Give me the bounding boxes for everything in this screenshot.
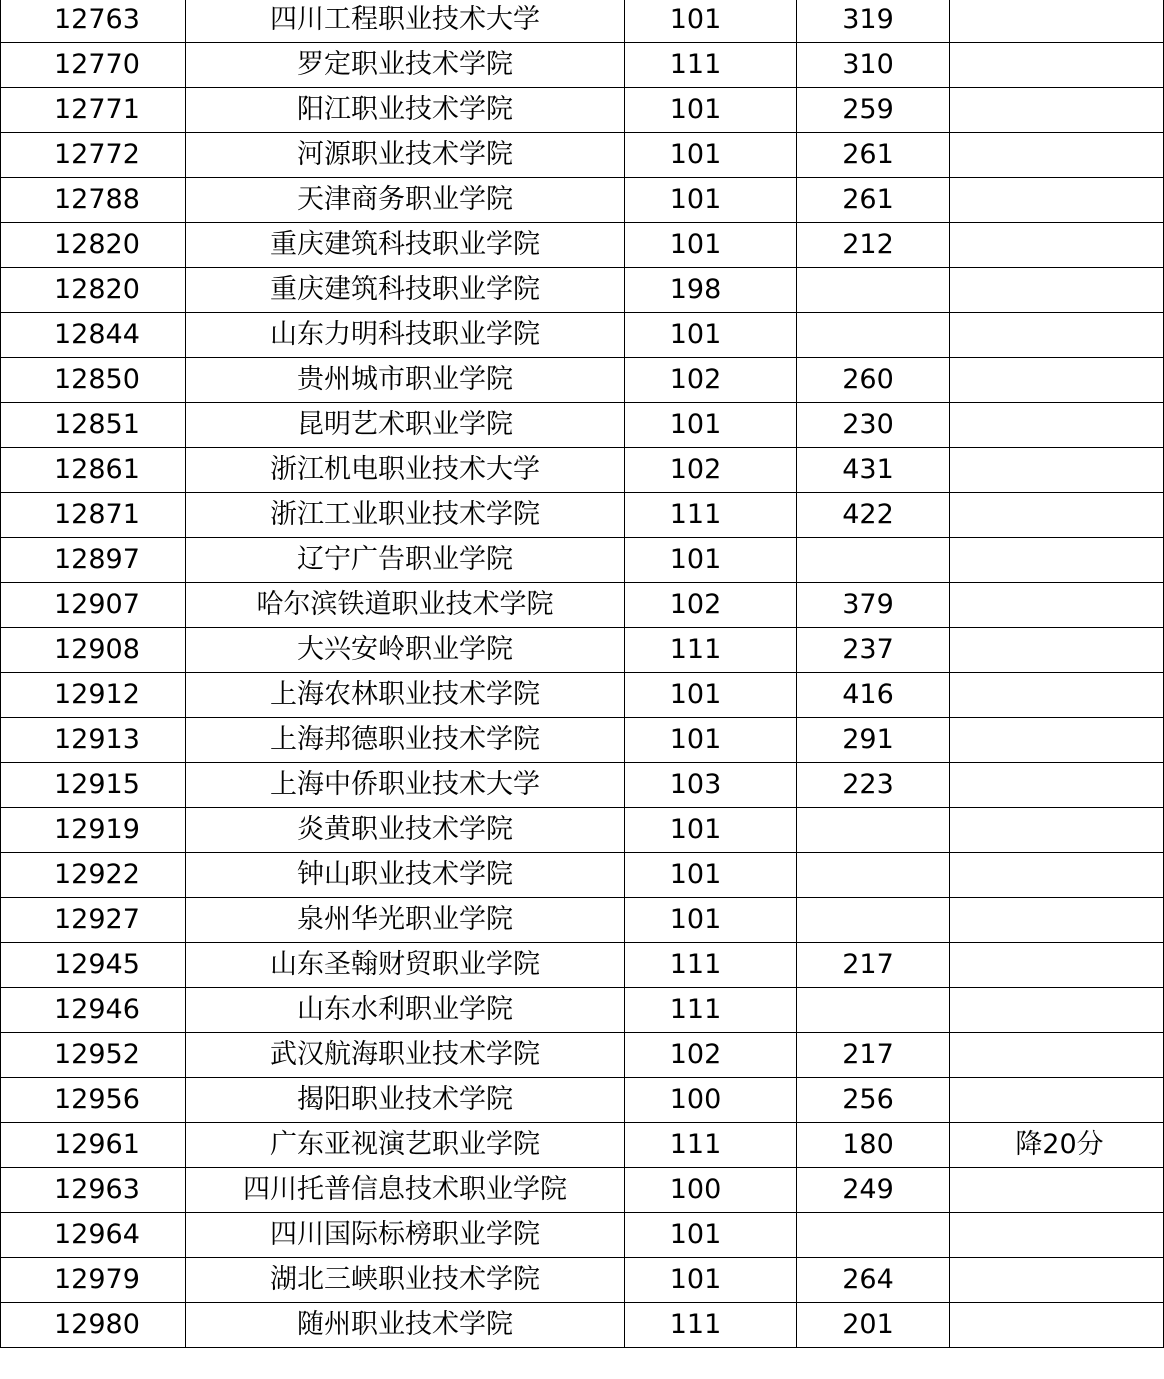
table-row	[1, 448, 1164, 493]
table-row	[1, 223, 1164, 268]
school-code-cell: 12946	[1, 988, 186, 1033]
note-cell	[950, 0, 1164, 43]
min-score-cell	[797, 538, 950, 583]
table-row	[1, 538, 1164, 583]
min-score-cell: 261	[797, 133, 950, 178]
min-score-cell	[797, 808, 950, 853]
school-name-cell: 上海邦德职业技术学院	[186, 718, 625, 763]
school-name-cell: 上海中侨职业技术大学	[186, 763, 625, 808]
group-code-cell: 101	[625, 538, 797, 583]
school-code-cell: 12963	[1, 1168, 186, 1213]
school-code-cell: 12871	[1, 493, 186, 538]
min-score-cell: 223	[797, 763, 950, 808]
table-row	[1, 403, 1164, 448]
note-cell	[950, 493, 1164, 538]
school-name-cell: 阳江职业技术学院	[186, 88, 625, 133]
table-row	[1, 583, 1164, 628]
school-name-cell: 武汉航海职业技术学院	[186, 1033, 625, 1078]
min-score-cell: 422	[797, 493, 950, 538]
group-code-cell: 101	[625, 673, 797, 718]
note-cell	[950, 43, 1164, 88]
group-code-cell: 101	[625, 0, 797, 43]
note-cell	[950, 268, 1164, 313]
note-cell	[950, 1168, 1164, 1213]
school-code-cell: 12952	[1, 1033, 186, 1078]
note-cell	[950, 853, 1164, 898]
group-code-cell: 101	[625, 808, 797, 853]
note-cell	[950, 1258, 1164, 1303]
min-score-cell: 217	[797, 943, 950, 988]
min-score-cell: 212	[797, 223, 950, 268]
note-cell	[950, 1303, 1164, 1348]
school-name-cell: 大兴安岭职业学院	[186, 628, 625, 673]
school-name-cell: 重庆建筑科技职业学院	[186, 268, 625, 313]
table-row	[1, 808, 1164, 853]
school-code-cell: 12820	[1, 223, 186, 268]
min-score-cell	[797, 988, 950, 1033]
group-code-cell: 100	[625, 1168, 797, 1213]
table-row	[1, 43, 1164, 88]
group-code-cell: 101	[625, 403, 797, 448]
table-row	[1, 133, 1164, 178]
group-code-cell: 102	[625, 358, 797, 403]
school-code-cell: 12945	[1, 943, 186, 988]
table-body	[1, 0, 1164, 1348]
school-name-cell: 辽宁广告职业学院	[186, 538, 625, 583]
min-score-cell	[797, 1213, 950, 1258]
table-row	[1, 943, 1164, 988]
school-name-cell: 四川工程职业技术大学	[186, 0, 625, 43]
note-cell	[950, 1213, 1164, 1258]
school-code-cell: 12850	[1, 358, 186, 403]
school-name-cell: 山东圣翰财贸职业学院	[186, 943, 625, 988]
school-code-cell: 12770	[1, 43, 186, 88]
note-cell	[950, 808, 1164, 853]
min-score-cell: 291	[797, 718, 950, 763]
note-cell	[950, 538, 1164, 583]
school-code-cell: 12961	[1, 1123, 186, 1168]
school-code-cell: 12913	[1, 718, 186, 763]
note-cell	[950, 88, 1164, 133]
table-row	[1, 1033, 1164, 1078]
note-cell	[950, 403, 1164, 448]
group-code-cell: 198	[625, 268, 797, 313]
group-code-cell: 101	[625, 898, 797, 943]
group-code-cell: 101	[625, 88, 797, 133]
table-row	[1, 0, 1164, 43]
group-code-cell: 111	[625, 493, 797, 538]
min-score-cell	[797, 898, 950, 943]
school-code-cell: 12861	[1, 448, 186, 493]
school-code-cell: 12763	[1, 0, 186, 43]
school-code-cell: 12979	[1, 1258, 186, 1303]
note-cell	[950, 1078, 1164, 1123]
group-code-cell: 101	[625, 853, 797, 898]
note-cell	[950, 313, 1164, 358]
school-code-cell: 12897	[1, 538, 186, 583]
school-code-cell: 12927	[1, 898, 186, 943]
table-row	[1, 898, 1164, 943]
group-code-cell: 111	[625, 943, 797, 988]
group-code-cell: 101	[625, 1213, 797, 1258]
school-code-cell: 12915	[1, 763, 186, 808]
table-row	[1, 1258, 1164, 1303]
table-row	[1, 628, 1164, 673]
note-cell	[950, 358, 1164, 403]
school-name-cell: 天津商务职业学院	[186, 178, 625, 223]
school-name-cell: 广东亚视演艺职业学院	[186, 1123, 625, 1168]
school-name-cell: 昆明艺术职业学院	[186, 403, 625, 448]
group-code-cell: 102	[625, 448, 797, 493]
school-code-cell: 12772	[1, 133, 186, 178]
min-score-cell	[797, 853, 950, 898]
min-score-cell: 249	[797, 1168, 950, 1213]
note-cell	[950, 943, 1164, 988]
school-code-cell: 12771	[1, 88, 186, 133]
school-code-cell: 12820	[1, 268, 186, 313]
school-name-cell: 四川国际标榜职业学院	[186, 1213, 625, 1258]
min-score-cell: 237	[797, 628, 950, 673]
school-name-cell: 泉州华光职业学院	[186, 898, 625, 943]
note-cell	[950, 223, 1164, 268]
min-score-cell: 256	[797, 1078, 950, 1123]
table-row	[1, 673, 1164, 718]
group-code-cell: 101	[625, 313, 797, 358]
min-score-cell: 217	[797, 1033, 950, 1078]
school-name-cell: 重庆建筑科技职业学院	[186, 223, 625, 268]
school-name-cell: 哈尔滨铁道职业技术学院	[186, 583, 625, 628]
school-name-cell: 山东水利职业学院	[186, 988, 625, 1033]
min-score-cell: 261	[797, 178, 950, 223]
note-cell	[950, 133, 1164, 178]
school-code-cell: 12956	[1, 1078, 186, 1123]
school-code-cell: 12922	[1, 853, 186, 898]
group-code-cell: 101	[625, 178, 797, 223]
min-score-cell: 230	[797, 403, 950, 448]
table-row	[1, 853, 1164, 898]
school-code-cell: 12907	[1, 583, 186, 628]
school-name-cell: 贵州城市职业学院	[186, 358, 625, 403]
group-code-cell: 100	[625, 1078, 797, 1123]
school-name-cell: 山东力明科技职业学院	[186, 313, 625, 358]
school-code-cell: 12844	[1, 313, 186, 358]
school-name-cell: 钟山职业技术学院	[186, 853, 625, 898]
note-cell	[950, 448, 1164, 493]
min-score-cell: 379	[797, 583, 950, 628]
min-score-cell: 264	[797, 1258, 950, 1303]
group-code-cell: 111	[625, 43, 797, 88]
note-cell	[950, 898, 1164, 943]
group-code-cell: 111	[625, 988, 797, 1033]
school-name-cell: 四川托普信息技术职业学院	[186, 1168, 625, 1213]
min-score-cell: 259	[797, 88, 950, 133]
group-code-cell: 102	[625, 583, 797, 628]
min-score-cell: 310	[797, 43, 950, 88]
table-row	[1, 988, 1164, 1033]
school-code-cell: 12919	[1, 808, 186, 853]
table-row	[1, 1078, 1164, 1123]
school-name-cell: 湖北三峡职业技术学院	[186, 1258, 625, 1303]
table-row	[1, 493, 1164, 538]
school-code-cell: 12912	[1, 673, 186, 718]
table-row	[1, 268, 1164, 313]
group-code-cell: 102	[625, 1033, 797, 1078]
table-row	[1, 1213, 1164, 1258]
note-cell	[950, 1033, 1164, 1078]
group-code-cell: 111	[625, 628, 797, 673]
school-code-cell: 12980	[1, 1303, 186, 1348]
min-score-cell: 431	[797, 448, 950, 493]
group-code-cell: 101	[625, 1258, 797, 1303]
min-score-cell: 201	[797, 1303, 950, 1348]
note-cell	[950, 763, 1164, 808]
school-name-cell: 浙江工业职业技术学院	[186, 493, 625, 538]
table-row	[1, 88, 1164, 133]
table-row	[1, 313, 1164, 358]
note-cell: 降20分	[950, 1123, 1164, 1168]
school-name-cell: 揭阳职业技术学院	[186, 1078, 625, 1123]
note-cell	[950, 178, 1164, 223]
table-row	[1, 178, 1164, 223]
table-row	[1, 718, 1164, 763]
note-cell	[950, 718, 1164, 763]
school-name-cell: 上海农林职业技术学院	[186, 673, 625, 718]
school-code-cell: 12964	[1, 1213, 186, 1258]
school-name-cell: 河源职业技术学院	[186, 133, 625, 178]
school-code-cell: 12851	[1, 403, 186, 448]
note-cell	[950, 583, 1164, 628]
note-cell	[950, 673, 1164, 718]
min-score-cell: 319	[797, 0, 950, 43]
note-cell	[950, 988, 1164, 1033]
min-score-cell: 416	[797, 673, 950, 718]
school-code-cell: 12788	[1, 178, 186, 223]
note-cell	[950, 628, 1164, 673]
group-code-cell: 111	[625, 1123, 797, 1168]
table-row	[1, 1168, 1164, 1213]
min-score-cell	[797, 313, 950, 358]
table-row	[1, 358, 1164, 403]
school-name-cell: 随州职业技术学院	[186, 1303, 625, 1348]
school-name-cell: 罗定职业技术学院	[186, 43, 625, 88]
group-code-cell: 111	[625, 1303, 797, 1348]
table-row	[1, 763, 1164, 808]
group-code-cell: 101	[625, 133, 797, 178]
group-code-cell: 101	[625, 223, 797, 268]
group-code-cell: 103	[625, 763, 797, 808]
school-code-cell: 12908	[1, 628, 186, 673]
school-name-cell: 炎黄职业技术学院	[186, 808, 625, 853]
table-row	[1, 1303, 1164, 1348]
min-score-cell: 180	[797, 1123, 950, 1168]
group-code-cell: 101	[625, 718, 797, 763]
table-row	[1, 1123, 1164, 1168]
min-score-cell: 260	[797, 358, 950, 403]
school-name-cell: 浙江机电职业技术大学	[186, 448, 625, 493]
min-score-cell	[797, 268, 950, 313]
